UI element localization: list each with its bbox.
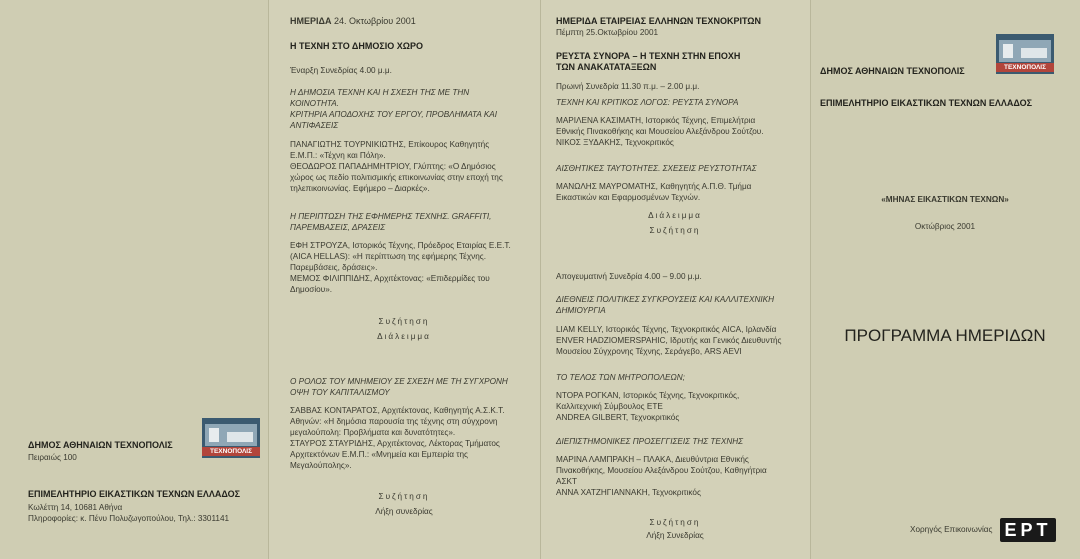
session-title: ΤΟ ΤΕΛΟΣ ΤΩΝ ΜΗΤΡΟΠΟΛΕΩΝ; [556,373,685,382]
speaker-line: Καλλιτεχνική Σύμβουλος ΕΤΕ [556,402,663,411]
speaker-line: ANDREA GILBERT, Τεχνοκριτικός [556,413,680,422]
speaker-line: ΑΣΚΤ [556,477,577,486]
org-chamber: ΕΠΙΜΕΛΗΤΗΡΙΟ ΕΙΚΑΣΤΙΚΩΝ ΤΕΧΝΩΝ ΕΛΛΑΔΟΣ [820,98,1032,108]
speaker-line: ΠΑΝΑΓΙΩΤΗΣ ΤΟΥΡΝΙΚΙΩΤΗΣ, Επίκουρος Καθηγητής [290,140,490,149]
session-title: ΔΗΜΙΟΥΡΓΙΑ [556,306,606,315]
org-municipality: ΔΗΜΟΣ ΑΘΗΝΑΙΩΝ ΤΕΧΝΟΠΟΛΙΣ [28,440,173,450]
speaker-line: ΝΤΟΡΑ ΡΟΓΚΑΝ, Ιστορικός Τέχνης, Τεχνοκριτικός, [556,391,740,400]
discussion-label: Συζήτηση [649,518,701,527]
speaker-line: Πινακοθήκης, Μουσείου Αλεξάνδρου Σούτζου, Καθηγήτρια [556,466,767,475]
speaker-line: Αρχιτεκτόνων Ε.Μ.Π.: «Μνημεία και Εμπειρία της [290,450,468,459]
speaker-line: ΑΝΝΑ ΧΑΤΖΗΓΙΑΝΝΑΚΗ, Τεχνοκριτικός [556,488,701,497]
speaker-line: Ε.Μ.Π.: «Τέχνη και Πόλη». [290,151,386,160]
session-title: ΤΕΧΝΗ ΚΑΙ ΚΡΙΤΙΚΟΣ ΛΟΓΟΣ: ΡΕΥΣΤΑ ΣΥΝΟΡΑ [556,98,739,107]
speaker-line: ΣΤΑΥΡΟΣ ΣΤΑΥΡΙΔΗΣ, Αρχιτέκτονας, Λέκτορας Τμήματος [290,439,500,448]
speaker-line: χώρος ως πεδίο πολιτισμικής επικοινωνίας στην εποχή της [290,173,503,182]
speaker-line: Δημοσίου». [290,285,333,294]
day1-title: Η ΤΕΧΝΗ ΣΤΟ ΔΗΜΟΣΙΟ ΧΩΡΟ [290,41,423,51]
speaker-line: Αθηνών: «Η δημόσια παρουσία της τέχνης στη σύγχρονη [290,417,498,426]
panel-cover [810,0,1080,559]
speaker-line: ΣΑΒΒΑΣ ΚΟΝΤΑΡΑΤΟΣ, Αρχιτέκτονας, Καθηγητής Α.Σ.Κ.Τ. [290,406,505,415]
sponsor-label: Χορηγός Επικοινωνίας [910,525,993,534]
day2-header: ΗΜΕΡΙΔΑ ΕΤΑΙΡΕΙΑΣ ΕΛΛΗΝΩΝ ΤΕΧΝΟΚΡΙΤΩΝ [556,16,761,26]
session-title: ΑΙΣΘΗΤΙΚΕΣ ΤΑΥΤΟΤΗΤΕΣ. ΣΧΕΣΕΙΣ ΡΕΥΣΤΟΤΗΤΑΣ [556,164,757,173]
discussion-label: Συζήτηση [378,492,430,501]
session-title: ΚΟΙΝΟΤΗΤΑ. [290,99,340,108]
program-title: ΠΡΟΓΡΑΜΜΑ ΗΜΕΡΙΔΩΝ [844,326,1046,345]
technopolis-logo: ΤΕΧΝΟΠΟΛΙΣ [996,34,1054,74]
speaker-line: Εικαστικών και Εφαρμοσμένων Τεχνών. [556,193,701,202]
session-title: ΟΨΗ ΤΟΥ ΚΑΠΙΤΑΛΙΣΜΟΥ [290,388,390,397]
day2-title: ΤΩΝ ΑΝΑΚΑΤΑΤΑΞΕΩΝ [556,62,657,72]
session-title: ΚΡΙΤΗΡΙΑ ΑΠΟΔΟΧΗΣ ΤΟΥ ΕΡΓΟΥ, ΠΡΟΒΛΗΜΑΤΑ ΚΑΙ [290,110,498,119]
org-chamber-address: Κωλέττη 14, 10681 Αθήνα [28,503,123,512]
speaker-line: ΜΕΜΟΣ ΦΙΛΙΠΠΙΔΗΣ, Αρχιτέκτονας: «Επιδερμίδες του [290,274,490,283]
session-title: Η ΠΕΡΙΠΤΩΣΗ ΤΗΣ ΕΦΗΜΕΡΗΣ ΤΕΧΝΗΣ. GRAFFITI, [290,212,492,221]
org-municipality-address: Πειραιώς 100 [28,453,77,462]
panel-back [0,0,268,559]
session-title: Η ΔΗΜΟΣΙΑ ΤΕΧΝΗ ΚΑΙ Η ΣΧΕΣΗ ΤΗΣ ΜΕ ΤΗΝ [290,88,470,97]
technopolis-logo: ΤΕΧΝΟΠΟΛΙΣ [202,418,260,458]
break-label: Διάλειμμα [648,211,702,220]
ert-logo: ΕΡΤ [1000,518,1056,542]
break-label: Διάλειμμα [377,332,431,341]
fold-line [810,0,811,559]
speaker-line: (AICA HELLAS): «Η περίπτωση της εφήμερης Τέχνης. [290,252,486,261]
session-title: ΔΙΕΠΙΣΤΗΜΟΝΙΚΕΣ ΠΡΟΣΕΓΓΙΣΕΙΣ ΤΗΣ ΤΕΧΝΗΣ [556,437,744,446]
day2-date: Πέμπτη 25.Οκτωβρίου 2001 [556,28,659,37]
event-month-title: «ΜΗΝΑΣ ΕΙΚΑΣΤΙΚΩΝ ΤΕΧΝΩΝ» [881,195,1009,204]
discussion-label: Συζήτηση [378,317,430,326]
speaker-line: ΜΑΡΙΛΕΝΑ ΚΑΣΙΜΑΤΗ, Ιστορικός Τέχνης, Επιμελήτρια [556,116,756,125]
day2-title: ΡΕΥΣΤΑ ΣΥΝΟΡΑ – Η ΤΕΧΝΗ ΣΤΗΝ ΕΠΟΧΗ [556,51,741,61]
speaker-line: LIAM KELLY, Ιστορικός Τέχνης, Τεχνοκριτικός AICA, Ιρλανδία [556,325,777,334]
session-title: ΑΝΤΙΦΑΣΕΙΣ [290,121,339,130]
speaker-line: Εθνικής Πινακοθήκης και Μουσείου Αλεξάνδρου Σούτζου. [556,127,764,136]
speaker-line: Μουσείου Σύγχρονης Τέχνης, Σεράγεβο, ARS AEVI [556,347,742,356]
speaker-line: τηλεπικοινωνίας. Εφήμερο – Διαρκές». [290,184,430,193]
org-municipality: ΔΗΜΟΣ ΑΘΗΝΑΙΩΝ ΤΕΧΝΟΠΟΛΙΣ [820,66,965,76]
day1-start: Έναρξη Συνεδρίας 4.00 μ.μ. [290,66,392,75]
speaker-line: Παρεμβάσεις, δράσεις». [290,263,378,272]
session-title: ΠΑΡΕΜΒΑΣΕΙΣ, ΔΡΑΣΕΙΣ [290,223,386,232]
speaker-line: ΝΙΚΟΣ ΞΥΔΑΚΗΣ, Τεχνοκριτικός [556,138,674,147]
speaker-line: ΜΑΝΩΛΗΣ ΜΑΥΡΟΜΑΤΗΣ, Καθηγητής Α.Π.Θ. Τμήμα [556,182,752,191]
fold-line [268,0,269,559]
discussion-label: Συζήτηση [649,226,701,235]
session-end: Λήξη Συνεδρίας [646,531,704,540]
day1-date: ΗΜΕΡΙΔΑ 24. Οκτωβρίου 2001 [290,16,416,26]
speaker-line: ΕΦΗ ΣΤΡΟΥΖΑ, Ιστορικός Τέχνης, Πρόεδρος Εταιρίας Ε.Ε.Τ. [290,241,511,250]
fold-line [540,0,541,559]
speaker-line: μεγαλούπολη: Προβλήματα και δυνατότητες». [290,428,456,437]
event-month-date: Οκτώβριος 2001 [914,222,976,231]
session-title: ΔΙΕΘΝΕΙΣ ΠΟΛΙΤΙΚΕΣ ΣΥΓΚΡΟΥΣΕΙΣ ΚΑΙ ΚΑΛΛΙΤΕΧΝΙΚΗ [556,295,775,304]
speaker-line: ENVER HADZIOMERSPAHIC, Ιδρυτής και Γενικός Διευθυντής [556,336,782,345]
morning-session: Πρωινή Συνεδρία 11.30 π.μ. – 2.00 μ.μ. [556,82,700,91]
org-chamber-info: Πληροφορίες: κ. Πένυ Πολυζωγοπούλου, Τηλ.: 3301141 [28,514,230,523]
session-end: Λήξη συνεδρίας [375,507,433,516]
session-title: Ο ΡΟΛΟΣ ΤΟΥ ΜΝΗΜΕΙΟΥ ΣΕ ΣΧΕΣΗ ΜΕ ΤΗ ΣΥΓΧΡΟΝΗ [290,377,508,386]
speaker-line: ΘΕΟΔΩΡΟΣ ΠΑΠΑΔΗΜΗΤΡΙΟΥ, Γλύπτης: «Ο Δημόσιος [290,162,496,171]
afternoon-session: Απογευματινή Συνεδρία 4.00 – 9.00 μ.μ. [556,272,702,281]
speaker-line: Μεγαλούπολης». [290,461,352,470]
org-chamber: ΕΠΙΜΕΛΗΤΗΡΙΟ ΕΙΚΑΣΤΙΚΩΝ ΤΕΧΝΩΝ ΕΛΛΑΔΟΣ [28,489,240,499]
speaker-line: ΜΑΡΙΝΑ ΛΑΜΠΡΑΚΗ – ΠΛΑΚΑ, Διευθύντρια Εθνικής [556,455,749,464]
